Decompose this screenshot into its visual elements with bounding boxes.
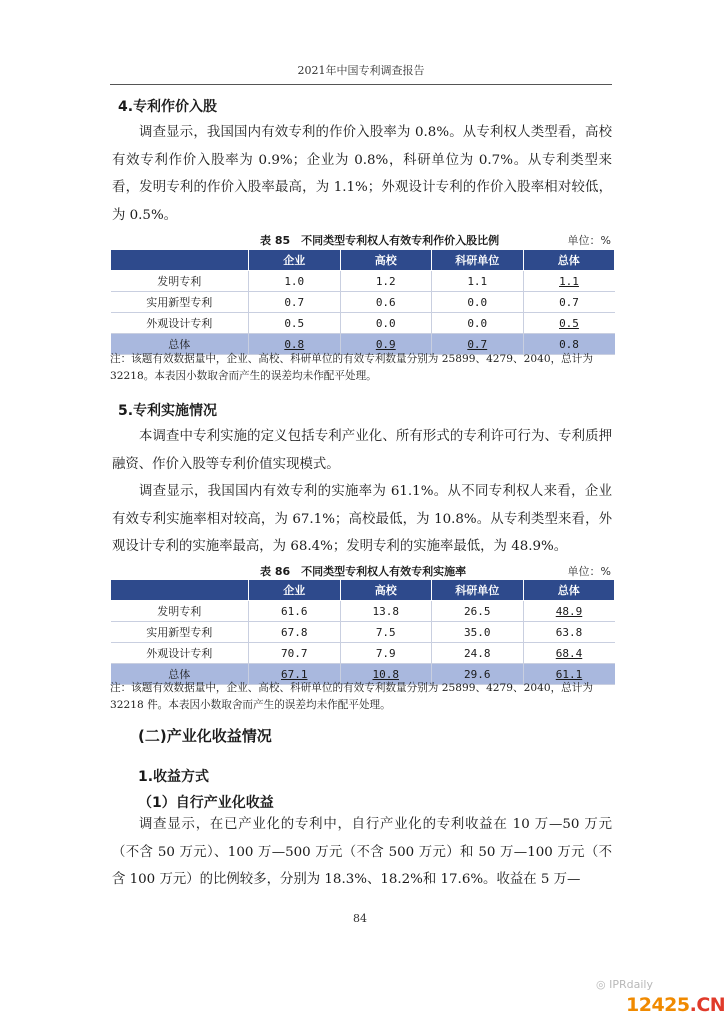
table-86-col-header: 企业 [249,580,341,601]
table-85-note: 注：该题有效数据量中，企业、高校、科研单位的有效专利数量分别为 25899、4279、2040，总计为 32218。本表因小数取舍而产生的误差均未作配平处理。 [110,353,593,382]
table-85-caption: 表 85 不同类型专利权人有效专利作价入股比例 [260,234,500,247]
table-86-unit: 单位：% [567,565,611,578]
table-cell: 7.9 [340,643,432,664]
table-cell: 67.1 [249,664,341,685]
table-cell: 1.1 [432,271,524,292]
table-86-note: 注：该题有效数据量中，企业、高校、科研单位的有效专利数量分别为 25899、4279、2040，总计为 32218 件。本表因小数取舍而产生的误差均未作配平处理。 [110,682,593,711]
subsection-1a-paragraph: 调查显示，在已产业化的专利中，自行产业化的专利收益在 10 万—50 万元（不含 50 万元）、100 万—500 万元（不含 500 万元）和 50 万—100 万元（不含 100 万元）的比例较多，分别为 18.3%、18.2%和 17.6%。收益在 5 万— [112,817,612,887]
running-header: 2021年中国专利调查报告 [110,62,612,85]
table-cell: 0.0 [432,313,524,334]
table-85-col-header: 企业 [249,250,341,271]
table-row [111,601,615,622]
section-5-heading: 5.专利实施情况 [118,403,218,419]
table-cell: 实用新型专利 [111,622,249,643]
table-cell: 0.8 [249,334,341,355]
table-cell: 0.9 [340,334,432,355]
section-two-heading: (二)产业化收益情况 [138,727,272,745]
table-cell: 0.6 [340,292,432,313]
table-row [111,313,615,334]
section-4-heading: 4.专利作价入股 [118,99,218,115]
subsection-1a-heading: （1）自行产业化收益 [138,795,274,811]
table-cell: 7.5 [340,622,432,643]
table-85-col-header: 总体 [523,250,615,271]
section-4-paragraph: 调查显示，我国国内有效专利的作价入股率为 0.8%。从专利权人类型看，高校有效专利作价入股率为 0.9%；企业为 0.8%，科研单位为 0.7%。从专利类型来看，发明专利的作价入股率最高，为 1.1%；外观设计专利的作价入股率相对较低，为 0.5%。 [112,125,612,223]
table-cell: 48.9 [523,601,615,622]
site-watermark-tld: .CN [689,994,725,1016]
table-cell: 总体 [111,334,249,355]
table-cell: 61.6 [249,601,341,622]
table-cell: 0.8 [523,334,615,355]
table-cell: 发明专利 [111,601,249,622]
table-cell: 24.8 [432,643,524,664]
site-watermark-main: 12425 [626,994,690,1016]
table-86-col-header: 高校 [340,580,432,601]
table-cell: 35.0 [432,622,524,643]
table-cell: 总体 [111,664,249,685]
section-5-paragraph-2: 调查显示，我国国内有效专利的实施率为 61.1%。从不同专利权人来看，企业有效专利实施率相对较高，为 67.1%；高校最低，为 10.8%。从专利类型来看，外观设计专利的实施率最高，为 68.4%；发明专利的实施率最低，为 48.9%。 [112,484,612,554]
table-cell: 实用新型专利 [111,292,249,313]
table-cell: 0.5 [249,313,341,334]
table-row [111,643,615,664]
table-cell: 发明专利 [111,271,249,292]
table-cell: 70.7 [249,643,341,664]
table-85-col-header: 科研单位 [432,250,524,271]
table-86-caption: 表 86 不同类型专利权人有效专利实施率 [260,565,467,578]
table-85-unit: 单位：% [567,234,611,247]
section-5-paragraph-1: 本调查中专利实施的定义包括专利产业化、所有形式的专利许可行为、专利质押融资、作价入股等专利价值实现模式。 [112,429,612,472]
wechat-icon: ◎ [596,978,606,991]
table-86-col-header [111,580,249,601]
table-85-header-row [111,250,615,271]
table-cell: 68.4 [523,643,615,664]
table-cell: 26.5 [432,601,524,622]
table-cell: 13.8 [340,601,432,622]
table-85-col-header: 高校 [340,250,432,271]
table-cell: 67.8 [249,622,341,643]
table-row [111,622,615,643]
table-85-col-header [111,250,249,271]
table-86-col-header: 科研单位 [432,580,524,601]
table-86-header-row [111,580,615,601]
site-watermark [626,994,725,1016]
table-cell: 1.2 [340,271,432,292]
table-cell: 1.0 [249,271,341,292]
table-row [111,271,615,292]
table-cell: 63.8 [523,622,615,643]
table-85 [110,249,615,355]
subsection-1-heading: 1.收益方式 [138,769,210,785]
table-cell: 10.8 [340,664,432,685]
table-cell: 0.0 [340,313,432,334]
table-row [111,292,615,313]
table-cell: 1.1 [523,271,615,292]
table-cell: 0.7 [249,292,341,313]
page-number: 84 [353,912,367,925]
table-cell: 0.5 [523,313,615,334]
table-cell: 外观设计专利 [111,313,249,334]
table-cell: 0.7 [523,292,615,313]
table-cell: 29.6 [432,664,524,685]
watermark-logo-text: IPRdaily [609,978,653,991]
table-cell: 61.1 [523,664,615,685]
table-cell: 0.7 [432,334,524,355]
table-cell: 外观设计专利 [111,643,249,664]
table-86 [110,579,615,685]
table-cell: 0.0 [432,292,524,313]
watermark-logo [596,978,653,991]
table-86-col-header: 总体 [523,580,615,601]
